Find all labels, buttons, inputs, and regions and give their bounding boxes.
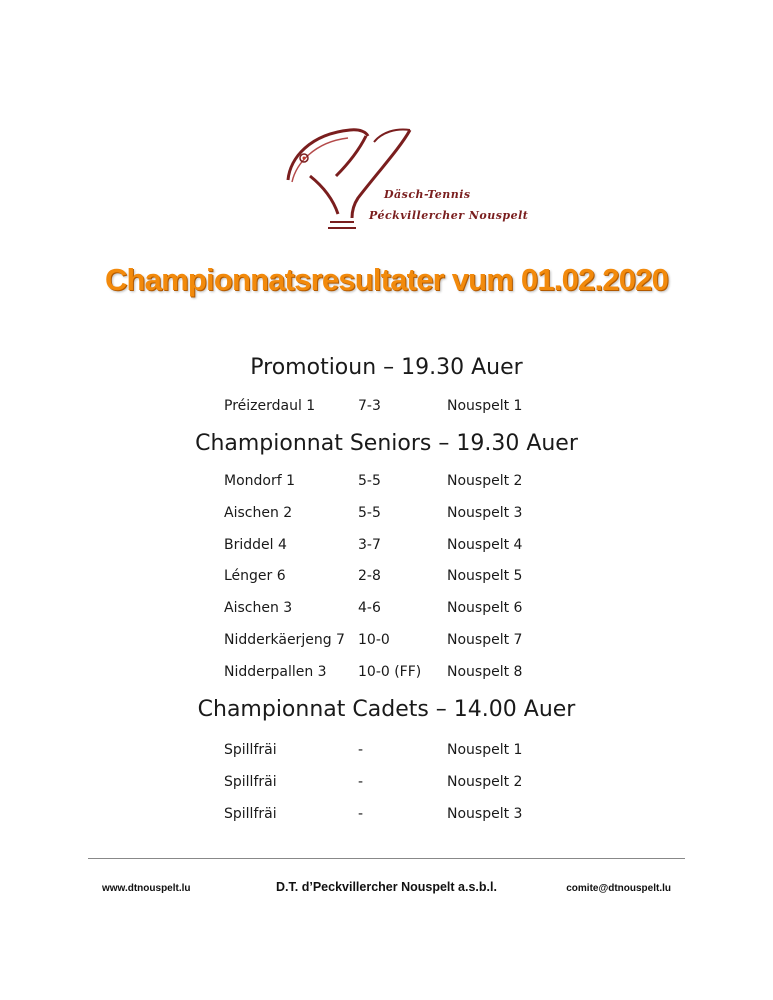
- score: 7-3: [358, 398, 381, 414]
- result-row: [224, 600, 584, 620]
- score: -: [358, 773, 364, 790]
- footer-divider: [88, 858, 685, 859]
- logo-line2: Péckvillercher Nouspelt: [369, 209, 529, 222]
- score: 5-5: [358, 504, 381, 521]
- home-team: Aischen 3: [224, 600, 293, 617]
- home-team: Mondorf 1: [224, 473, 296, 489]
- away-team: Nouspelt 3: [447, 805, 523, 822]
- footer-club-name: D.T. d’Peckvillercher Nouspelt a.s.b.l.: [276, 880, 497, 894]
- away-team: Nouspelt 8: [447, 663, 523, 680]
- result-row: [224, 742, 584, 762]
- footer-website[interactable]: www.dtnouspelt.lu: [102, 883, 191, 894]
- section-heading: Championnat Seniors – 19.30 Auer: [195, 431, 578, 456]
- result-row: [224, 537, 584, 557]
- result-row: [224, 398, 584, 418]
- section-heading: Championnat Cadets – 14.00 Auer: [197, 697, 576, 722]
- away-team: Nouspelt 1: [447, 742, 523, 758]
- score: -: [358, 805, 364, 822]
- home-team: Briddel 4: [224, 536, 287, 553]
- result-row: [224, 806, 584, 826]
- away-team: Nouspelt 6: [447, 600, 523, 617]
- result-row: [224, 505, 584, 525]
- result-row: [224, 568, 584, 588]
- home-team: Nidderpallen 3: [224, 663, 327, 680]
- away-team: Nouspelt 7: [447, 632, 523, 648]
- away-team: Nouspelt 3: [447, 504, 523, 521]
- away-team: Nouspelt 5: [447, 568, 523, 585]
- home-team: Spillfräi: [224, 805, 277, 822]
- score: 10-0: [358, 632, 390, 648]
- away-team: Nouspelt 2: [447, 473, 523, 489]
- score: 10-0 (FF): [358, 663, 422, 680]
- home-team: Aischen 2: [224, 504, 293, 521]
- home-team: Lénger 6: [224, 568, 286, 585]
- home-team: Préizerdaul 1: [224, 398, 316, 414]
- home-team: Spillfräi: [224, 773, 277, 790]
- score: -: [358, 742, 364, 758]
- home-team: Nidderkäerjeng 7: [224, 632, 345, 648]
- score: 5-5: [358, 473, 381, 489]
- result-row: [224, 774, 584, 794]
- section-heading: Promotioun – 19.30 Auer: [250, 355, 523, 380]
- home-team: Spillfräi: [224, 742, 277, 758]
- result-row: [224, 473, 584, 493]
- away-team: Nouspelt 1: [447, 398, 523, 414]
- footer-email[interactable]: comite@dtnouspelt.lu: [566, 883, 671, 894]
- score: 2-8: [358, 568, 381, 585]
- logo-line1: Däsch-Tennis: [384, 188, 471, 201]
- away-team: Nouspelt 4: [447, 536, 523, 553]
- page-title: Championnatsresultater vum 01.02.2020: [104, 262, 669, 297]
- away-team: Nouspelt 2: [447, 773, 523, 790]
- result-row: [224, 632, 584, 652]
- score: 3-7: [358, 536, 381, 553]
- score: 4-6: [358, 600, 381, 617]
- result-row: [224, 664, 584, 684]
